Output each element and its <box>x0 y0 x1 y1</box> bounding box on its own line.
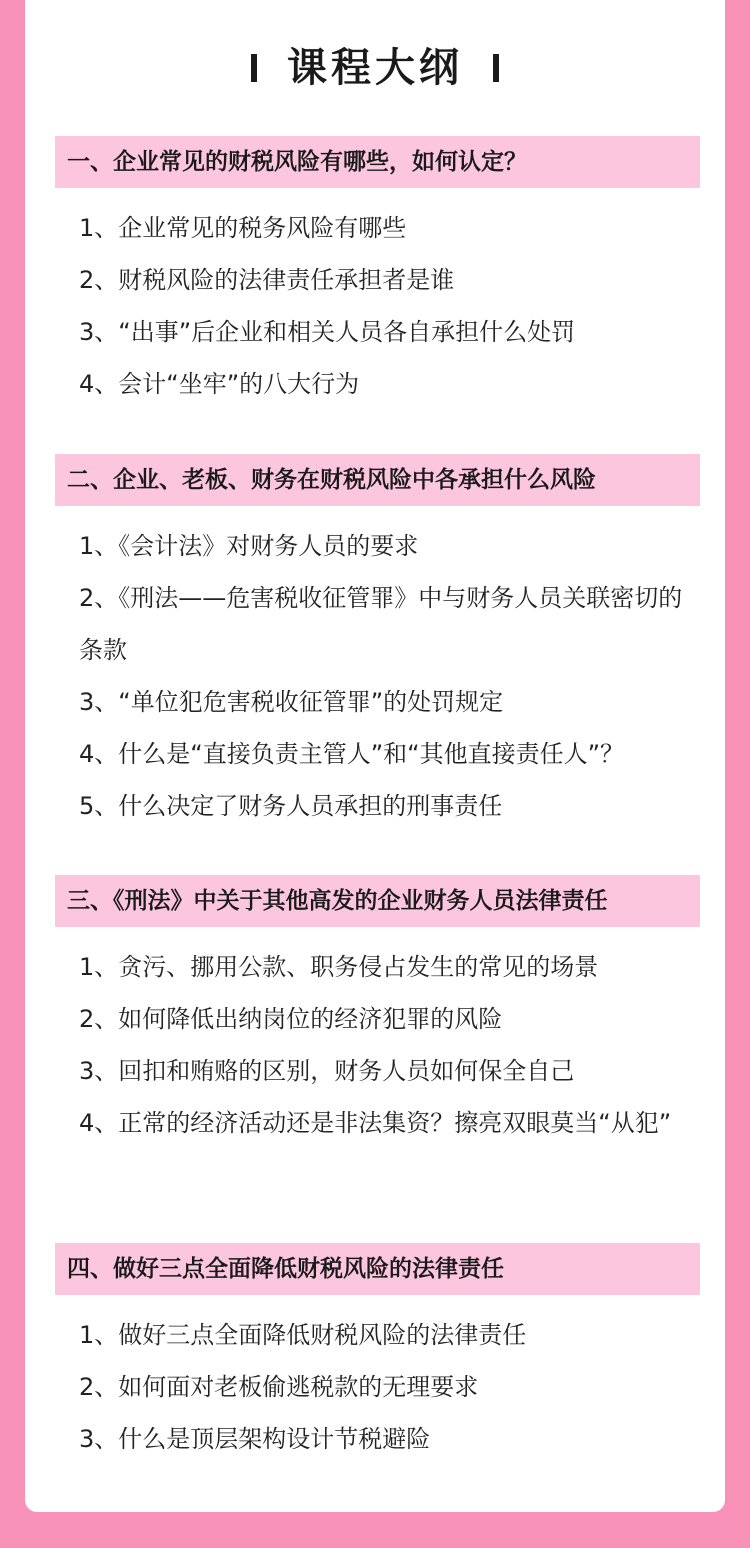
list-item: 3、什么是顶层架构设计节税避险 <box>79 1425 431 1453</box>
list-item: 4、会计“坐牢”的八大行为 <box>79 370 360 398</box>
list-item: 1、做好三点全面降低财税风险的法律责任 <box>79 1321 527 1349</box>
section-heading: 四、做好三点全面降低财税风险的法律责任 <box>55 1243 700 1295</box>
section-1 <box>55 136 700 410</box>
list-item: 5、什么决定了财务人员承担的刑事责任 <box>79 792 503 820</box>
section-2 <box>55 454 700 832</box>
course-outline-card <box>25 0 725 1512</box>
title-left-bar <box>251 54 257 82</box>
list-item: 2、财税风险的法律责任承担者是谁 <box>79 266 455 294</box>
section-4 <box>55 1243 700 1465</box>
list-item: 4、正常的经济活动还是非法集资？擦亮双眼莫当“从犯” <box>79 1109 672 1137</box>
section-3 <box>55 875 700 1149</box>
section-items <box>55 202 700 410</box>
title-right-bar <box>493 54 499 82</box>
section-items <box>55 1309 700 1465</box>
list-item: 3、“单位犯危害税收征管罪”的处罚规定 <box>79 688 504 716</box>
section-heading: 一、企业常见的财税风险有哪些，如何认定？ <box>55 136 700 188</box>
section-items <box>55 941 700 1149</box>
section-heading: 二、企业、老板、财务在财税风险中各承担什么风险 <box>55 454 700 506</box>
list-item: 1、企业常见的税务风险有哪些 <box>79 214 407 242</box>
list-item: 1、贪污、挪用公款、职务侵占发生的常见的场景 <box>79 953 599 981</box>
list-item: 2、《刑法——危害税收征管罪》中与财务人员关联密切的条款 <box>79 584 683 664</box>
title-row <box>25 40 725 96</box>
page-title: 课程大纲 <box>287 45 463 91</box>
list-item: 2、如何面对老板偷逃税款的无理要求 <box>79 1373 479 1401</box>
list-item: 4、什么是“直接负责主管人”和“其他直接责任人”？ <box>79 740 625 768</box>
list-item: 2、如何降低出纳岗位的经济犯罪的风险 <box>79 1005 503 1033</box>
list-item: 1、《会计法》对财务人员的要求 <box>79 532 419 560</box>
list-item: 3、回扣和贿赂的区别，财务人员如何保全自己 <box>79 1057 575 1085</box>
section-items <box>55 520 700 832</box>
section-heading: 三、《刑法》中关于其他高发的企业财务人员法律责任 <box>55 875 700 927</box>
list-item: 3、“出事”后企业和相关人员各自承担什么处罚 <box>79 318 576 346</box>
